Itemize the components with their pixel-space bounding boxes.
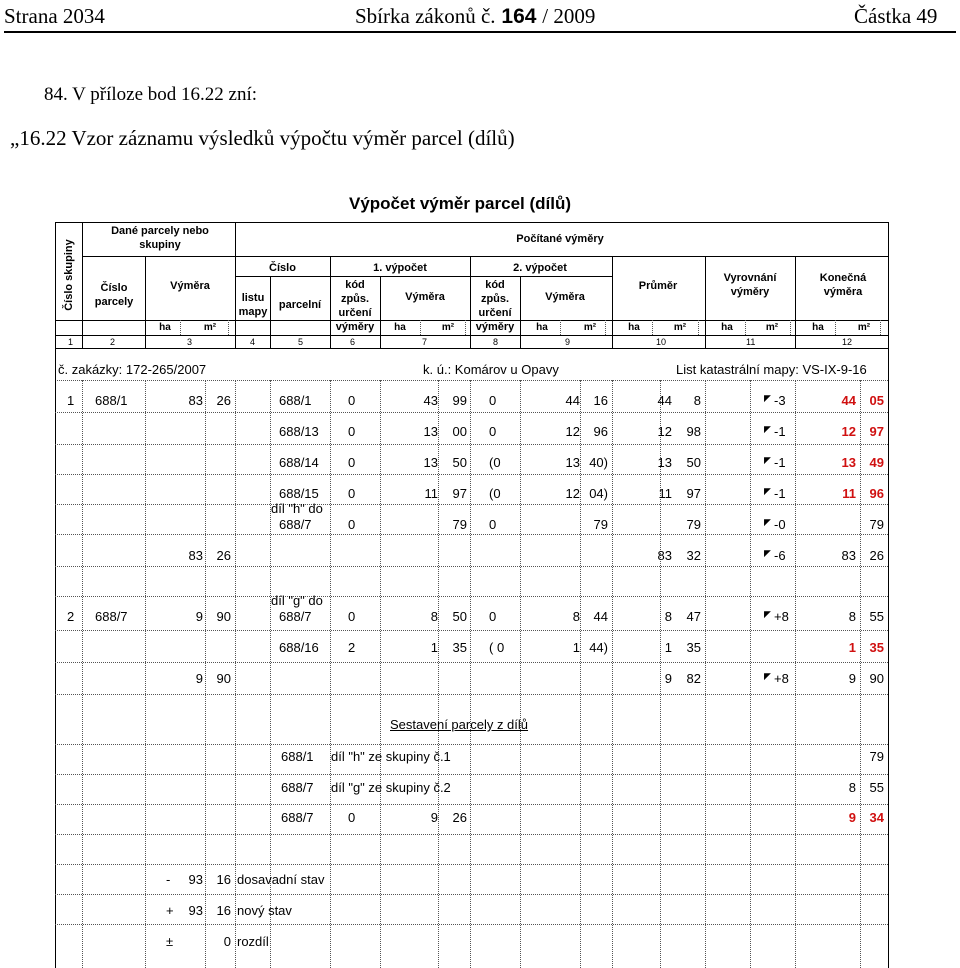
summary-label: dosavadní stav bbox=[237, 872, 325, 887]
cell-pm: 50 bbox=[686, 455, 701, 470]
col-header-parcel: parcelní bbox=[278, 299, 322, 311]
adjustment-arrow-icon: ◤ bbox=[764, 671, 771, 681]
column-number: 10 bbox=[656, 337, 667, 347]
frame-line bbox=[55, 335, 888, 336]
form-title: Výpočet výměr parcel (dílů) bbox=[349, 194, 572, 213]
cell-pm: 98 bbox=[686, 424, 701, 439]
column-number: 6 bbox=[350, 337, 356, 347]
unit-label: ha bbox=[159, 322, 171, 333]
summary-m2: 16 bbox=[216, 872, 231, 887]
column-number: 3 bbox=[187, 337, 193, 347]
grid-horizontal bbox=[55, 864, 888, 865]
summary-sign: - bbox=[166, 872, 171, 887]
summary-m2: 16 bbox=[216, 903, 231, 918]
summary-m2: 0 bbox=[223, 934, 231, 949]
cell-kha: 8 bbox=[848, 609, 856, 624]
column-number: 2 bbox=[110, 337, 116, 347]
cell-km: 26 bbox=[869, 548, 884, 563]
cell-k1: 0 bbox=[348, 455, 356, 470]
unit-label: ha bbox=[721, 322, 733, 333]
cell-v1m: 50 bbox=[452, 609, 467, 624]
cell-adjustment: +8 bbox=[774, 609, 789, 624]
cell-pm: 47 bbox=[686, 609, 701, 624]
col-header-number: Číslo bbox=[269, 262, 296, 274]
col-header-group-number: Číslo skupiny bbox=[63, 239, 75, 311]
cell-part-prefix: díl "h" do bbox=[271, 501, 323, 516]
col-header-area1: Výměra bbox=[405, 291, 445, 303]
frame-line bbox=[235, 276, 612, 277]
frame-line bbox=[235, 256, 888, 257]
unit-divider bbox=[228, 320, 229, 335]
cell-adjustment: -0 bbox=[774, 517, 786, 532]
collection-title bbox=[355, 4, 595, 29]
cell-kha: 83 bbox=[841, 548, 856, 563]
summary-sign: ± bbox=[166, 934, 174, 949]
cell-pm: 82 bbox=[686, 671, 701, 686]
grid-horizontal bbox=[55, 894, 888, 895]
unit-label: m² bbox=[203, 322, 217, 333]
cell-v1ha: 13 bbox=[423, 424, 438, 439]
cell-km: 90 bbox=[869, 671, 884, 686]
col-header-average: Průměr bbox=[638, 280, 678, 292]
cell-v1m: 50 bbox=[452, 455, 467, 470]
cell-adjustment: -6 bbox=[774, 548, 786, 563]
cell-kha: 44 bbox=[841, 393, 856, 408]
frame-line bbox=[520, 276, 521, 348]
cell-m2: 26 bbox=[216, 548, 231, 563]
cell-pha: 8 bbox=[664, 609, 672, 624]
grid-horizontal bbox=[55, 744, 888, 745]
assembly-final-m2: 79 bbox=[869, 749, 884, 764]
grid-horizontal bbox=[55, 694, 888, 695]
grid-horizontal bbox=[55, 504, 888, 505]
cell-v2m: 40) bbox=[589, 455, 608, 470]
cell-v1m: 79 bbox=[452, 517, 467, 532]
unit-divider bbox=[745, 320, 746, 335]
assembly-code: 0 bbox=[348, 810, 356, 825]
cell-v1m: 35 bbox=[452, 640, 467, 655]
cell-k2: ( 0 bbox=[489, 640, 505, 655]
page-number: Strana 2034 bbox=[4, 4, 105, 28]
grid-horizontal bbox=[55, 534, 888, 535]
unit-divider bbox=[790, 320, 791, 335]
summary-label: nový stav bbox=[237, 903, 292, 918]
col-header-code2: kód způs. určení výměry bbox=[475, 279, 515, 333]
cell-kha: 12 bbox=[841, 424, 856, 439]
cadastral-area: k. ú.: Komárov u Opavy bbox=[423, 362, 559, 377]
cell-adjustment: +8 bbox=[774, 671, 789, 686]
frame-line bbox=[270, 276, 271, 348]
part-number: Částka 49 bbox=[854, 4, 938, 28]
cell-pm: 35 bbox=[686, 640, 701, 655]
grid-right-border bbox=[888, 222, 889, 968]
cell-v1ha: 1 bbox=[430, 640, 438, 655]
cell-k2: 0 bbox=[489, 393, 497, 408]
summary-ha: 93 bbox=[188, 872, 203, 887]
grid-horizontal bbox=[55, 412, 888, 413]
grid-vertical bbox=[705, 380, 706, 968]
cell-v1ha: 43 bbox=[423, 393, 438, 408]
cell-k2: 0 bbox=[489, 517, 497, 532]
unit-label: m² bbox=[857, 322, 871, 333]
info-separator bbox=[55, 380, 888, 381]
cell-km: 49 bbox=[869, 455, 884, 470]
grid-horizontal bbox=[55, 566, 888, 567]
cell-v2ha: 12 bbox=[565, 424, 580, 439]
cell-v2m: 96 bbox=[593, 424, 608, 439]
cell-parc: 688/1 bbox=[95, 393, 128, 408]
grid-vertical bbox=[82, 380, 83, 968]
frame-top bbox=[55, 222, 888, 223]
col-header-map-sheet: listu mapy bbox=[238, 292, 268, 318]
cell-k1: 0 bbox=[348, 609, 356, 624]
cell-km: 79 bbox=[869, 517, 884, 532]
adjustment-arrow-icon: ◤ bbox=[764, 455, 771, 465]
grid-horizontal bbox=[55, 834, 888, 835]
frame-line bbox=[82, 256, 235, 257]
cell-v1ha: 8 bbox=[430, 609, 438, 624]
grid-horizontal bbox=[55, 774, 888, 775]
cell-adjustment: -1 bbox=[774, 455, 786, 470]
cell-pha: 44 bbox=[657, 393, 672, 408]
cell-v1m: 00 bbox=[452, 424, 467, 439]
unit-label: m² bbox=[765, 322, 779, 333]
cell-ha: 83 bbox=[188, 393, 203, 408]
adjustment-arrow-icon: ◤ bbox=[764, 609, 771, 619]
assembly-title: Sestavení parcely z dílů bbox=[390, 717, 529, 732]
grid-horizontal bbox=[55, 444, 888, 445]
frame-line bbox=[795, 256, 796, 348]
cell-pm: 8 bbox=[693, 393, 701, 408]
cell-cis: 688/1 bbox=[279, 393, 312, 408]
cell-kha: 11 bbox=[842, 486, 856, 501]
grid-horizontal bbox=[55, 474, 888, 475]
cell-km: 05 bbox=[869, 393, 884, 408]
column-number: 8 bbox=[493, 337, 499, 347]
cell-v2m: 44) bbox=[589, 640, 608, 655]
cell-pha: 12 bbox=[657, 424, 672, 439]
column-number: 11 bbox=[746, 337, 756, 347]
frame-line bbox=[380, 276, 381, 348]
cell-pha: 11 bbox=[658, 486, 672, 501]
frame-line bbox=[235, 222, 236, 348]
unit-divider bbox=[465, 320, 466, 335]
cell-kha: 9 bbox=[848, 671, 856, 686]
cell-v2ha: 44 bbox=[565, 393, 580, 408]
unit-label: ha bbox=[812, 322, 824, 333]
adjustment-arrow-icon: ◤ bbox=[764, 393, 771, 403]
assembly-text: díl "h" ze skupiny č.1 bbox=[331, 749, 451, 764]
cell-kha: 1 bbox=[848, 640, 856, 655]
cell-pm: 97 bbox=[686, 486, 701, 501]
cell-pha: 13 bbox=[657, 455, 672, 470]
cell-v2ha: 8 bbox=[572, 609, 580, 624]
cell-pm: 79 bbox=[686, 517, 701, 532]
assembly-parcel: 688/7 bbox=[281, 810, 314, 825]
cell-km: 35 bbox=[869, 640, 884, 655]
grid-horizontal bbox=[55, 662, 888, 663]
assembly-final-ha: 9 bbox=[848, 810, 856, 825]
assembly-final-m2: 55 bbox=[869, 780, 884, 795]
cell-v2m: 44 bbox=[593, 609, 608, 624]
cell-v2ha: 1 bbox=[572, 640, 580, 655]
cell-cis: 688/7 bbox=[279, 517, 312, 532]
cell-km: 97 bbox=[869, 424, 884, 439]
col-header-parcel-number: Číslo parcely bbox=[94, 282, 134, 308]
cell-m2: 26 bbox=[216, 393, 231, 408]
col-header-given-parcels: Dané parcely nebo skupiny bbox=[111, 225, 209, 251]
cell-m2: 90 bbox=[216, 609, 231, 624]
col-header-calc2: 2. výpočet bbox=[513, 262, 567, 274]
frame-line bbox=[470, 256, 471, 348]
law-year: / 2009 bbox=[542, 4, 596, 28]
grid-vertical bbox=[330, 380, 331, 968]
cell-v1ha: 13 bbox=[423, 455, 438, 470]
section-heading: 84. V příloze bod 16.22 zní: bbox=[44, 84, 258, 105]
unit-divider bbox=[560, 320, 561, 335]
col-header-final-area: Konečná výměra bbox=[819, 272, 867, 298]
cell-k2: 0 bbox=[489, 424, 497, 439]
column-number: 12 bbox=[842, 337, 853, 347]
cell-cis: 688/14 bbox=[279, 455, 319, 470]
cell-v2ha: 12 bbox=[565, 486, 580, 501]
unit-divider bbox=[652, 320, 653, 335]
cell-adjustment: -3 bbox=[774, 393, 786, 408]
cell-ha: 9 bbox=[195, 671, 203, 686]
cell-k1: 0 bbox=[348, 517, 356, 532]
frame-line bbox=[612, 256, 613, 348]
cell-k1: 0 bbox=[348, 393, 356, 408]
frame-header-bottom bbox=[55, 348, 888, 349]
unit-label: m² bbox=[441, 322, 455, 333]
cell-v1ha: 11 bbox=[424, 486, 438, 501]
adjustment-arrow-icon: ◤ bbox=[764, 424, 771, 434]
grid-horizontal bbox=[55, 596, 888, 597]
unit-label: ha bbox=[394, 322, 406, 333]
map-sheet: List katastrální mapy: VS-IX-9-16 bbox=[676, 362, 867, 377]
grid-vertical bbox=[235, 380, 236, 968]
law-number: 164 bbox=[501, 5, 537, 28]
grid-horizontal bbox=[55, 804, 888, 805]
cell-km: 96 bbox=[869, 486, 884, 501]
frame-line bbox=[145, 256, 146, 348]
unit-divider bbox=[605, 320, 606, 335]
cell-parc: 688/7 bbox=[95, 609, 128, 624]
cell-k2: 0 bbox=[489, 609, 497, 624]
adjustment-arrow-icon: ◤ bbox=[764, 548, 771, 558]
cell-adjustment: -1 bbox=[774, 424, 786, 439]
cell-part-prefix: díl "g" do bbox=[271, 593, 323, 608]
cell-pm: 32 bbox=[686, 548, 701, 563]
unit-label: m² bbox=[583, 322, 597, 333]
cell-cis: 688/16 bbox=[279, 640, 319, 655]
col-header-adjustment: Vyrovnání výměry bbox=[723, 272, 777, 298]
summary-label: rozdíl bbox=[237, 934, 269, 949]
summary-ha: 93 bbox=[188, 903, 203, 918]
grid-vertical bbox=[750, 380, 751, 968]
frame-line bbox=[330, 256, 331, 348]
unit-label: m² bbox=[673, 322, 687, 333]
cell-k2: (0 bbox=[489, 486, 501, 501]
cell-v2m: 79 bbox=[593, 517, 608, 532]
col-header-code1: kód způs. určení výměry bbox=[335, 279, 375, 333]
cell-pha: 9 bbox=[664, 671, 672, 686]
assembly-text: díl "g" ze skupiny č.2 bbox=[331, 780, 451, 795]
assembly-final-m2: 34 bbox=[869, 810, 884, 825]
unit-label: ha bbox=[536, 322, 548, 333]
cell-k2: (0 bbox=[489, 455, 501, 470]
cell-v2m: 16 bbox=[593, 393, 608, 408]
grid-vertical bbox=[470, 380, 471, 968]
column-number: 7 bbox=[422, 337, 428, 347]
frame-line bbox=[82, 222, 83, 348]
assembly-parcel: 688/1 bbox=[281, 749, 314, 764]
col-header-area: Výměra bbox=[170, 280, 210, 292]
unit-label: ha bbox=[628, 322, 640, 333]
grid-left-border bbox=[55, 222, 56, 968]
col-header-area2: Výměra bbox=[545, 291, 585, 303]
grid-horizontal bbox=[55, 630, 888, 631]
cell-v1m: 97 bbox=[452, 486, 467, 501]
cell-k1: 0 bbox=[348, 424, 356, 439]
cell-kha: 13 bbox=[841, 455, 856, 470]
cell-g: 2 bbox=[67, 609, 75, 624]
cell-v2m: 04) bbox=[589, 486, 608, 501]
unit-divider bbox=[420, 320, 421, 335]
subheading: „16.22 Vzor záznamu výsledků výpočtu výměr parcel (dílů) bbox=[10, 126, 515, 150]
cell-cis: 688/13 bbox=[279, 424, 319, 439]
cell-g: 1 bbox=[67, 393, 75, 408]
cell-pha: 1 bbox=[664, 640, 672, 655]
summary-sign: + bbox=[166, 903, 174, 918]
adjustment-arrow-icon: ◤ bbox=[764, 486, 771, 496]
cell-k1: 2 bbox=[348, 640, 356, 655]
column-number: 5 bbox=[298, 337, 304, 347]
column-number: 1 bbox=[68, 337, 74, 347]
cell-ha: 9 bbox=[195, 609, 203, 624]
adjustment-arrow-icon: ◤ bbox=[764, 517, 771, 527]
frame-line bbox=[705, 256, 706, 348]
assembly-m2: 26 bbox=[452, 810, 467, 825]
cell-pha: 83 bbox=[657, 548, 672, 563]
assembly-ha: 9 bbox=[430, 810, 438, 825]
assembly-final-ha: 8 bbox=[848, 780, 856, 795]
column-number: 4 bbox=[250, 337, 256, 347]
col-header-calc1: 1. výpočet bbox=[373, 262, 427, 274]
cell-v2ha: 13 bbox=[565, 455, 580, 470]
assembly-parcel: 688/7 bbox=[281, 780, 314, 795]
unit-divider bbox=[835, 320, 836, 335]
cell-v1m: 99 bbox=[452, 393, 467, 408]
cell-k1: 0 bbox=[348, 486, 356, 501]
unit-divider bbox=[880, 320, 881, 335]
column-number: 9 bbox=[565, 337, 571, 347]
order-number: č. zakázky: 172-265/2007 bbox=[58, 362, 207, 377]
collection-prefix: Sbírka zákonů č. bbox=[355, 4, 496, 28]
cell-cis: 688/15 bbox=[279, 486, 319, 501]
grid-horizontal bbox=[55, 924, 888, 925]
header-rule bbox=[4, 31, 956, 33]
cell-cis: 688/7 bbox=[279, 609, 312, 624]
unit-divider bbox=[180, 320, 181, 335]
col-header-computed-areas: Počítané výměry bbox=[516, 233, 604, 245]
cell-ha: 83 bbox=[188, 548, 203, 563]
cell-km: 55 bbox=[869, 609, 884, 624]
cell-m2: 90 bbox=[216, 671, 231, 686]
unit-divider bbox=[698, 320, 699, 335]
cell-adjustment: -1 bbox=[774, 486, 786, 501]
